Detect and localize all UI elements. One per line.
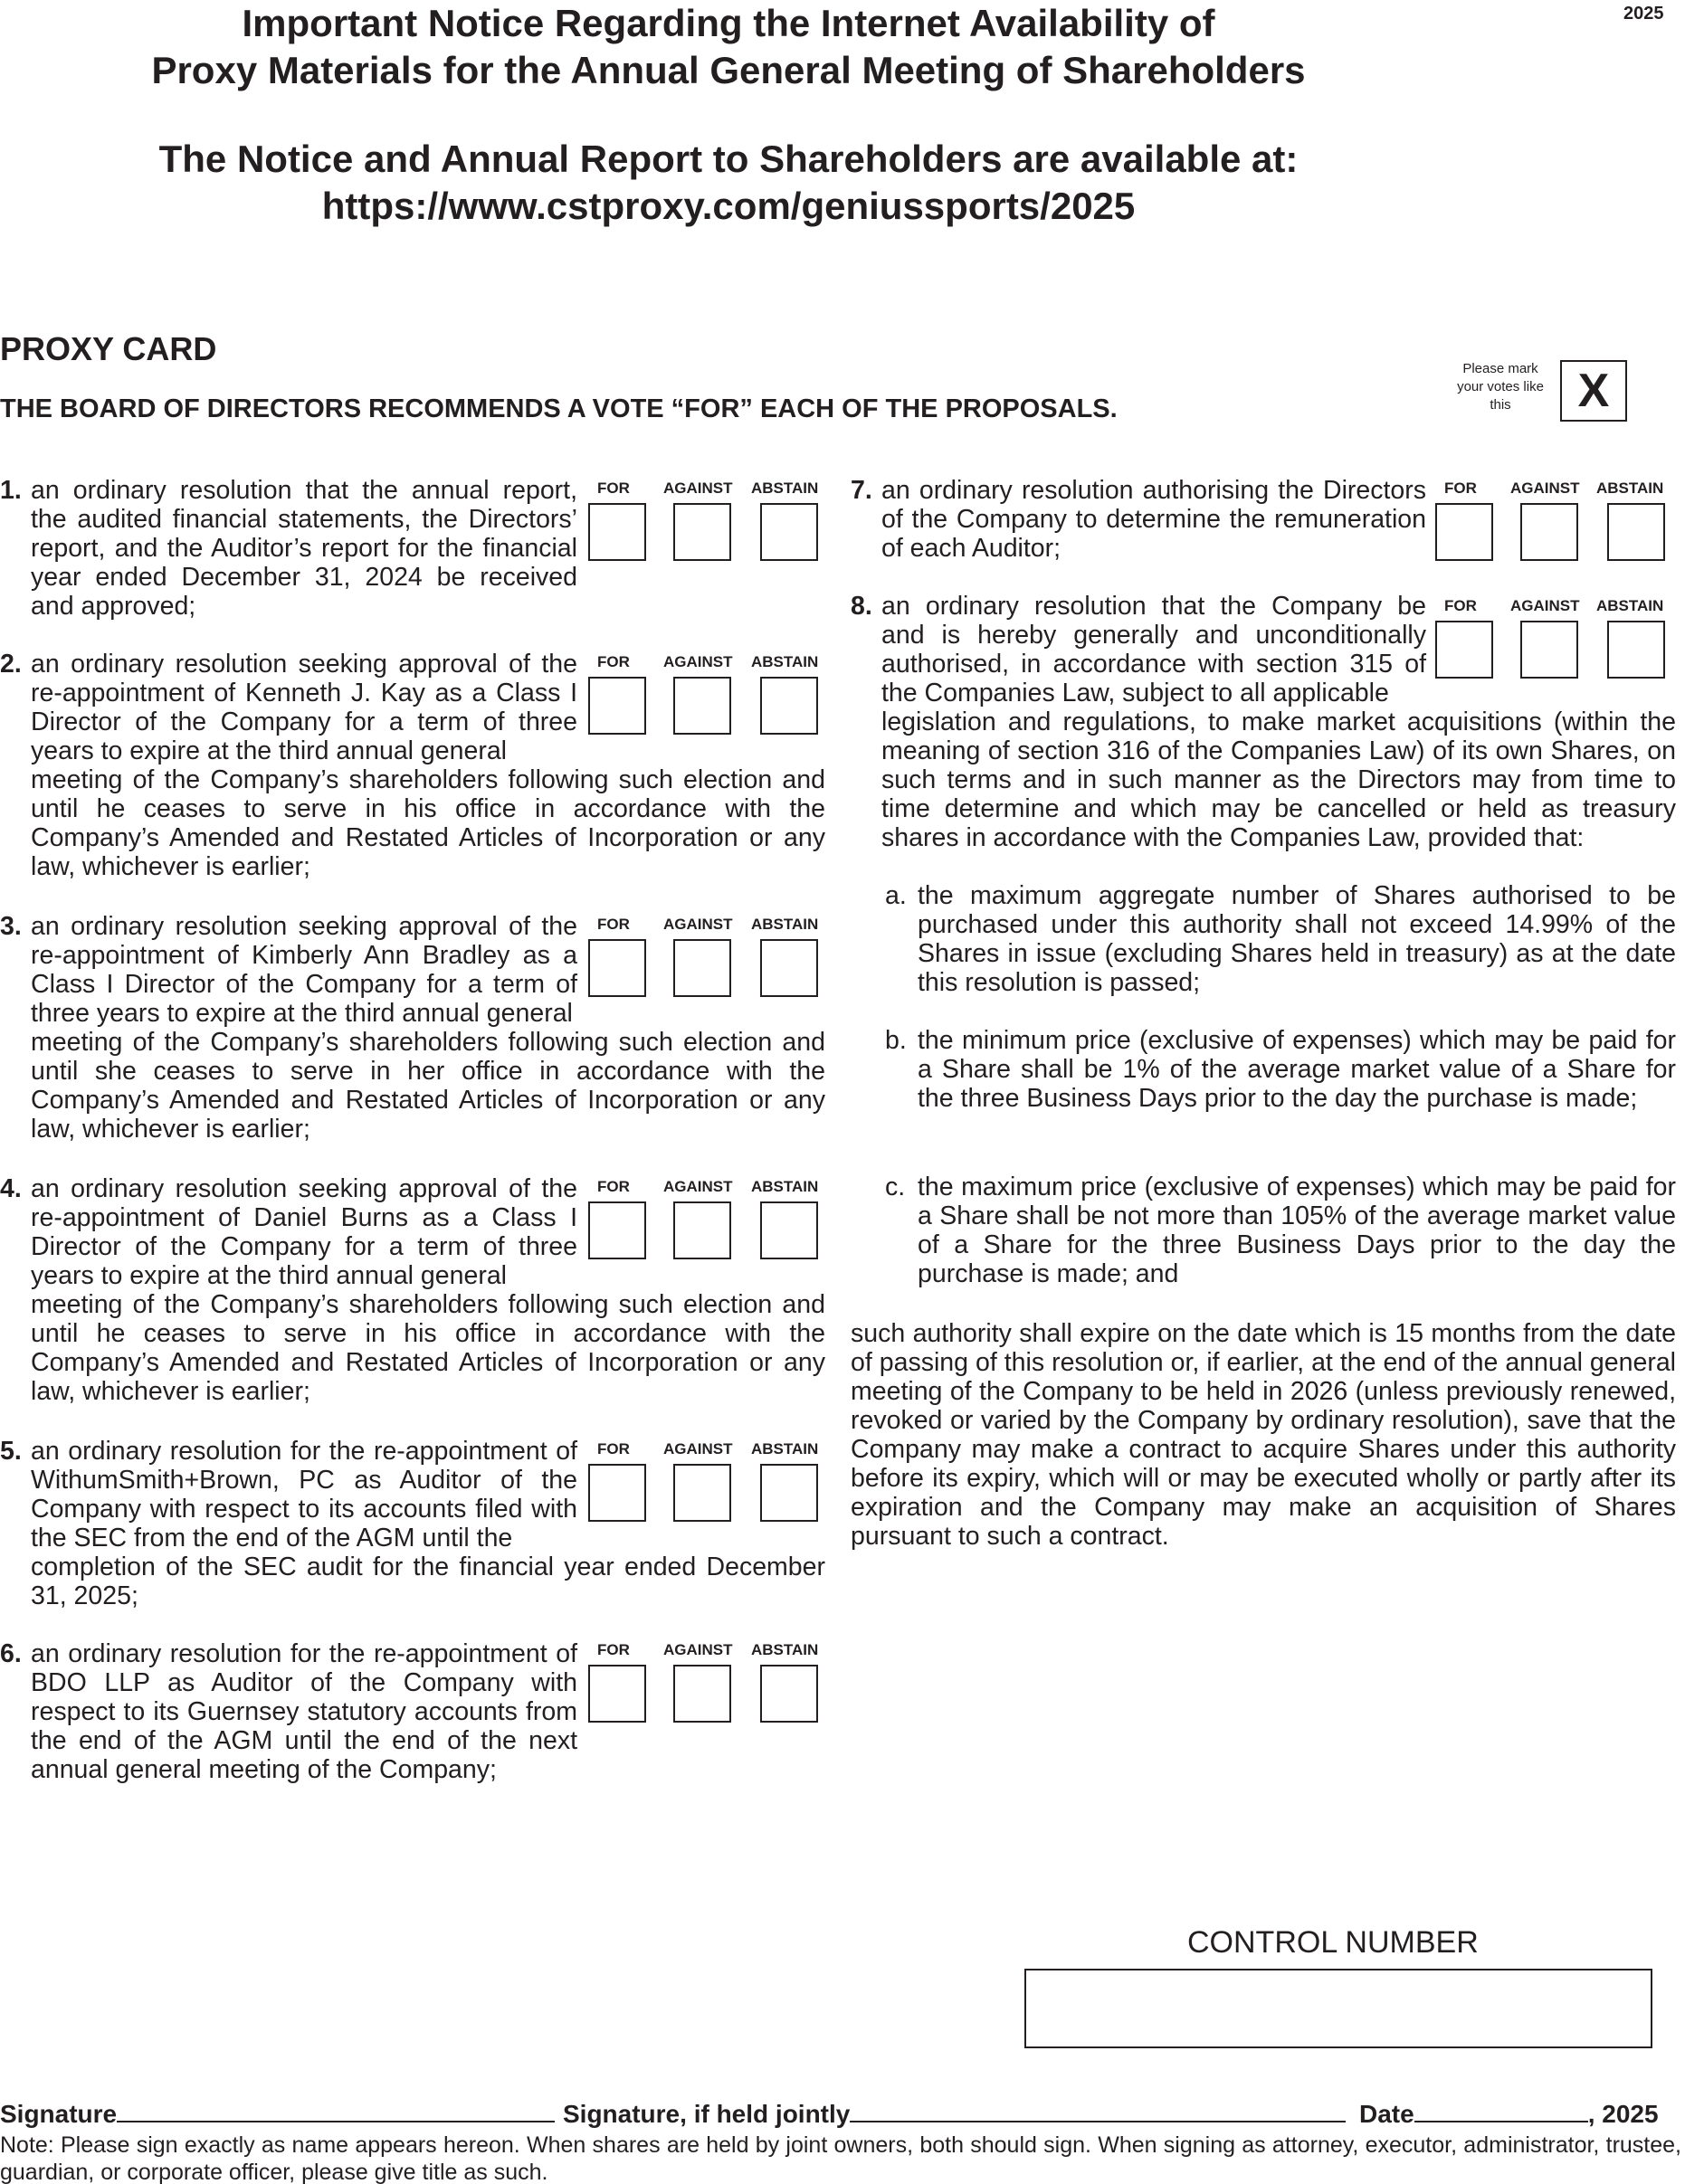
condition-b bbox=[885, 1026, 1676, 1113]
joint-signature-label: Signature, if held jointly bbox=[563, 2100, 851, 2128]
proposal-8-closing: such authority shall expire on the date which is 15 months from the date of passing of this resolution or, if earlier, at the end of the annual general meeting of the Company to be held in 2026 (unless previously renewed, revoked or varied by the Company by ordinary resolution), save that the Company may make a contract to acquire Shares under this authority before its expiry, which will or may be executed wholly or partly after its expiration and the Company may make an acquisition of Shares pursuant to such a contract. bbox=[851, 1319, 1676, 1551]
abstain-label: ABSTAIN bbox=[1596, 597, 1664, 614]
proposal-number: 8. bbox=[851, 592, 872, 621]
date-field[interactable] bbox=[1414, 2099, 1588, 2122]
proposal-5 bbox=[0, 1437, 577, 1553]
availability-line: The Notice and Annual Report to Shareholders are available at: bbox=[158, 138, 1299, 180]
proposal-text: an ordinary resolution seeking approval of the re-appointment of Daniel Burns as a Class I Director of the Company for a term of three years to expire at the third annual general bbox=[31, 1174, 577, 1290]
proposal-text: an ordinary resolution that the annual report, the audited financial statements, the Directors’ report, and the Auditor’s report for the financial year ended December 31, 2024 be received and approved; bbox=[31, 476, 577, 621]
proposal-1-abstain-checkbox[interactable] bbox=[760, 503, 818, 561]
proposal-text: an ordinary resolution for the re-appointment of BDO LLP as Auditor of the Company with respect to its Guernsey statutory accounts from the end of the AGM until the end of the next annual general meeting of the Company; bbox=[31, 1639, 577, 1784]
proposal-5-for-checkbox[interactable] bbox=[588, 1464, 646, 1522]
notice-title bbox=[145, 0, 1312, 94]
proposal-4 bbox=[0, 1174, 577, 1290]
proposal-number: 1. bbox=[0, 476, 22, 505]
proposal-7-against-checkbox[interactable] bbox=[1520, 503, 1578, 561]
signature-line bbox=[0, 2099, 555, 2129]
proposal-8-against-checkbox[interactable] bbox=[1520, 621, 1578, 679]
proposal-6-abstain-checkbox[interactable] bbox=[760, 1665, 818, 1723]
proposal-number: 4. bbox=[0, 1174, 22, 1203]
availability-notice bbox=[145, 136, 1312, 230]
control-number-label: CONTROL NUMBER bbox=[1187, 1925, 1479, 1960]
abstain-label: ABSTAIN bbox=[751, 1440, 819, 1458]
proposal-3-against-checkbox[interactable] bbox=[673, 939, 731, 997]
proposal-2-against-checkbox[interactable] bbox=[673, 677, 731, 735]
abstain-label: ABSTAIN bbox=[751, 653, 819, 670]
proposal-5-abstain-checkbox[interactable] bbox=[760, 1464, 818, 1522]
proposal-2-continued: meeting of the Company’s shareholders following such election and until he ceases to serve in his office in accordance with the Company’s Amended and Restated Articles of Incorporation or any law, whichever is earlier; bbox=[31, 765, 825, 881]
proposal-number: 6. bbox=[0, 1639, 22, 1668]
proposal-8-for-checkbox[interactable] bbox=[1435, 621, 1493, 679]
mark-example-box: X bbox=[1560, 360, 1627, 422]
proposal-2 bbox=[0, 650, 577, 765]
proposal-7-abstain-checkbox[interactable] bbox=[1607, 503, 1665, 561]
proposal-6-for-checkbox[interactable] bbox=[588, 1665, 646, 1723]
proposal-7-for-checkbox[interactable] bbox=[1435, 503, 1493, 561]
for-label: FOR bbox=[597, 480, 630, 497]
proposal-3-continued: meeting of the Company’s shareholders following such election and until she ceases to serve in her office in accordance with the Company’s Amended and Restated Articles of Incorporation or any law, whichever is earlier; bbox=[31, 1028, 825, 1144]
control-number-box bbox=[1024, 1969, 1652, 2048]
proposal-3 bbox=[0, 912, 577, 1028]
signing-note: Note: Please sign exactly as name appears hereon. When shares are held by joint owners, both should sign. When signing as attorney, executor, administrator, trustee, guardian, or corporate officer, please give title as such. bbox=[0, 2132, 1681, 2184]
for-label: FOR bbox=[597, 916, 630, 933]
abstain-label: ABSTAIN bbox=[751, 1641, 819, 1658]
condition-c bbox=[885, 1173, 1676, 1288]
for-label: FOR bbox=[597, 653, 630, 670]
proposal-text: an ordinary resolution for the re-appointment of WithumSmith+Brown, PC as Auditor of the Company with respect to its accounts filed with the SEC from the end of the AGM until the bbox=[31, 1437, 577, 1553]
proposal-2-for-checkbox[interactable] bbox=[588, 677, 646, 735]
condition-text: the maximum aggregate number of Shares authorised to be purchased under this authority shall not exceed 14.99% of the Shares in issue (excluding Shares held in treasury) as at the date this resolution is passed; bbox=[918, 881, 1676, 997]
against-label: AGAINST bbox=[663, 653, 733, 670]
proposal-8-continued: legislation and regulations, to make market acquisitions (within the meaning of section 316 of the Companies Law) of its own Shares, on such terms and in such manner as the Directors may from time to time determine and which may be cancelled or held as treasury shares in accordance with the Companies Law, provided that: bbox=[881, 707, 1676, 852]
proposal-2-abstain-checkbox[interactable] bbox=[760, 677, 818, 735]
proposal-number: 2. bbox=[0, 650, 22, 679]
proposal-4-continued: meeting of the Company’s shareholders following such election and until he ceases to serve in his office in accordance with the Company’s Amended and Restated Articles of Incorporation or any law, whichever is earlier; bbox=[31, 1290, 825, 1406]
against-label: AGAINST bbox=[663, 1641, 733, 1658]
abstain-label: ABSTAIN bbox=[751, 1178, 819, 1195]
proposal-4-for-checkbox[interactable] bbox=[588, 1201, 646, 1259]
against-label: AGAINST bbox=[1510, 597, 1580, 614]
proposal-number: 5. bbox=[0, 1437, 22, 1466]
abstain-label: ABSTAIN bbox=[1596, 480, 1664, 497]
condition-a bbox=[885, 881, 1676, 997]
proposal-text: an ordinary resolution authorising the Directors of the Company to determine the remuneration of each Auditor; bbox=[881, 476, 1426, 563]
proposal-6-against-checkbox[interactable] bbox=[673, 1665, 731, 1723]
against-label: AGAINST bbox=[663, 480, 733, 497]
for-label: FOR bbox=[1444, 480, 1477, 497]
proposal-4-against-checkbox[interactable] bbox=[673, 1201, 731, 1259]
condition-text: the maximum price (exclusive of expenses) which may be paid for a Share shall be not more than 105% of the average market value of a Share for the three Business Days prior to the day the purchase is made; and bbox=[918, 1173, 1676, 1288]
against-label: AGAINST bbox=[663, 1178, 733, 1195]
proposal-number: 3. bbox=[0, 912, 22, 941]
for-label: FOR bbox=[597, 1641, 630, 1658]
notice-title-line2: Proxy Materials for the Annual General Meeting of Shareholders bbox=[151, 49, 1306, 91]
proposal-8 bbox=[851, 592, 1426, 707]
against-label: AGAINST bbox=[663, 916, 733, 933]
proposal-4-abstain-checkbox[interactable] bbox=[760, 1201, 818, 1259]
availability-url: https://www.cstproxy.com/geniussports/2025 bbox=[321, 185, 1136, 227]
proposal-number: 7. bbox=[851, 476, 872, 505]
date-year: , 2025 bbox=[1587, 2100, 1659, 2128]
proposal-1 bbox=[0, 476, 577, 621]
proposal-7 bbox=[851, 476, 1426, 563]
condition-text: the minimum price (exclusive of expenses) which may be paid for a Share shall be 1% of the average market value of a Share for the three Business Days prior to the day the purchase is made; bbox=[918, 1026, 1676, 1113]
proposal-8-abstain-checkbox[interactable] bbox=[1607, 621, 1665, 679]
against-label: AGAINST bbox=[663, 1440, 733, 1458]
notice-title-line1: Important Notice Regarding the Internet Availability of bbox=[242, 2, 1215, 44]
against-label: AGAINST bbox=[1510, 480, 1580, 497]
proposal-6 bbox=[0, 1639, 577, 1784]
proposal-5-against-checkbox[interactable] bbox=[673, 1464, 731, 1522]
joint-signature-line bbox=[563, 2099, 1346, 2129]
date-label: Date bbox=[1359, 2100, 1414, 2128]
condition-letter: c. bbox=[885, 1173, 906, 1201]
proposal-text: an ordinary resolution seeking approval of the re-appointment of Kenneth J. Kay as a Class I Director of the Company for a term of three years to expire at the third annual general bbox=[31, 650, 577, 765]
signature-field[interactable] bbox=[117, 2099, 555, 2122]
joint-signature-field[interactable] bbox=[850, 2099, 1346, 2122]
proposal-1-for-checkbox[interactable] bbox=[588, 503, 646, 561]
condition-letter: a. bbox=[885, 881, 907, 910]
year-corner: 2025 bbox=[1623, 4, 1664, 24]
signature-label: Signature bbox=[0, 2100, 118, 2128]
mark-hint: Please mark your votes like this bbox=[1457, 361, 1544, 413]
abstain-label: ABSTAIN bbox=[751, 480, 819, 497]
proposal-5-continued: completion of the SEC audit for the financial year ended December 31, 2025; bbox=[31, 1553, 825, 1610]
proposal-text: an ordinary resolution that the Company be and is hereby generally and unconditionally authorised, in accordance with section 315 of the Companies Law, subject to all applicable bbox=[881, 592, 1426, 707]
proposal-text: an ordinary resolution seeking approval of the re-appointment of Kimberly Ann Bradley as a Class I Director of the Company for a term of three years to expire at the third annual general bbox=[31, 912, 577, 1028]
proposal-3-for-checkbox[interactable] bbox=[588, 939, 646, 997]
for-label: FOR bbox=[1444, 597, 1477, 614]
for-label: FOR bbox=[597, 1178, 630, 1195]
abstain-label: ABSTAIN bbox=[751, 916, 819, 933]
proposal-3-abstain-checkbox[interactable] bbox=[760, 939, 818, 997]
proxy-card-title: PROXY CARD bbox=[0, 330, 217, 367]
date-line bbox=[1359, 2099, 1659, 2129]
proposal-1-against-checkbox[interactable] bbox=[673, 503, 731, 561]
condition-letter: b. bbox=[885, 1026, 907, 1055]
board-recommendation: THE BOARD OF DIRECTORS RECOMMENDS A VOTE “FOR” EACH OF THE PROPOSALS. bbox=[0, 394, 1118, 423]
for-label: FOR bbox=[597, 1440, 630, 1458]
